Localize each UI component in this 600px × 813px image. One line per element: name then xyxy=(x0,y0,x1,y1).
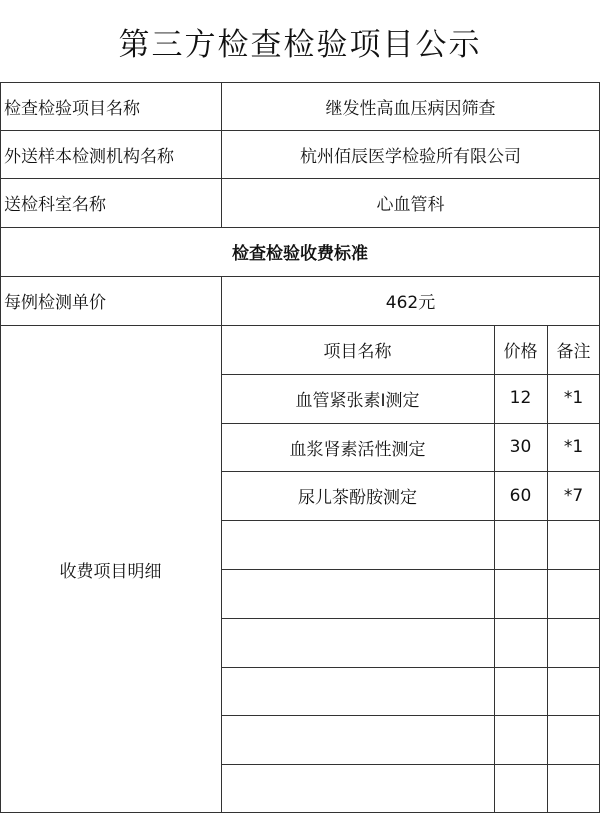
detail-item-note xyxy=(547,520,600,569)
detail-item-price: 12 xyxy=(509,388,532,409)
detail-item-note xyxy=(547,667,600,716)
grid-line xyxy=(0,178,600,179)
grid-line xyxy=(0,82,1,813)
detail-item-name xyxy=(221,569,494,618)
grid-line xyxy=(221,374,600,375)
grid-line xyxy=(0,325,600,326)
detail-item-name xyxy=(221,764,494,813)
grid-line xyxy=(494,325,495,813)
grid-line xyxy=(221,569,600,570)
detail-item-price: 30 xyxy=(509,437,532,458)
detail-item-name xyxy=(221,520,494,569)
detail-item-note: *1 xyxy=(563,437,584,458)
grid-line xyxy=(0,227,600,228)
unit-price-label: 每例检测单价 xyxy=(4,293,106,313)
detail-item-name: 血管紧张素I测定 xyxy=(295,390,420,411)
page-title: 第三方检查检验项目公示 xyxy=(118,26,482,63)
grid-line xyxy=(221,276,222,813)
detail-item-price xyxy=(494,569,547,618)
project-name-value: 继发性高血压病因筛查 xyxy=(325,98,496,119)
detail-item-note: *7 xyxy=(563,485,584,506)
fee-section-title: 检查检验收费标准 xyxy=(232,244,368,264)
detail-item-price xyxy=(494,764,547,813)
detail-item-price xyxy=(494,618,547,667)
project-name-label: 检查检验项目名称 xyxy=(4,98,140,119)
lab-name-value: 杭州佰辰医学检验所有限公司 xyxy=(300,146,521,167)
department-value: 心血管科 xyxy=(376,195,445,215)
detail-item-note: *1 xyxy=(563,388,584,409)
grid-line xyxy=(0,130,600,131)
detail-item-name xyxy=(221,716,494,765)
fee-detail-label: 收费项目明细 xyxy=(59,561,162,582)
grid-line xyxy=(221,618,600,619)
detail-header-note: 备注 xyxy=(556,342,591,362)
detail-header-name: 项目名称 xyxy=(323,342,392,362)
detail-item-price xyxy=(494,716,547,765)
grid-line xyxy=(0,276,600,277)
grid-line xyxy=(221,764,600,765)
detail-item-note xyxy=(547,569,600,618)
detail-item-name: 血浆肾素活性测定 xyxy=(289,439,426,460)
detail-header-price: 价格 xyxy=(503,342,538,362)
detail-item-note xyxy=(547,716,600,765)
detail-item-note xyxy=(547,764,600,813)
grid-line xyxy=(221,82,222,227)
detail-item-price: 60 xyxy=(509,485,532,506)
grid-line xyxy=(221,471,600,472)
detail-item-price xyxy=(494,667,547,716)
lab-name-label: 外送样本检测机构名称 xyxy=(4,146,174,167)
detail-item-name: 尿儿茶酚胺测定 xyxy=(298,488,417,509)
unit-price-value: 462元 xyxy=(385,293,436,313)
detail-item-name xyxy=(221,667,494,716)
grid-line xyxy=(221,667,600,668)
grid-line xyxy=(547,325,548,813)
grid-line xyxy=(0,82,600,83)
grid-line xyxy=(221,520,600,521)
detail-item-price xyxy=(494,520,547,569)
detail-item-note xyxy=(547,618,600,667)
grid-line xyxy=(221,715,600,716)
department-label: 送检科室名称 xyxy=(4,195,106,215)
detail-item-name xyxy=(221,618,494,667)
grid-line xyxy=(221,423,600,424)
